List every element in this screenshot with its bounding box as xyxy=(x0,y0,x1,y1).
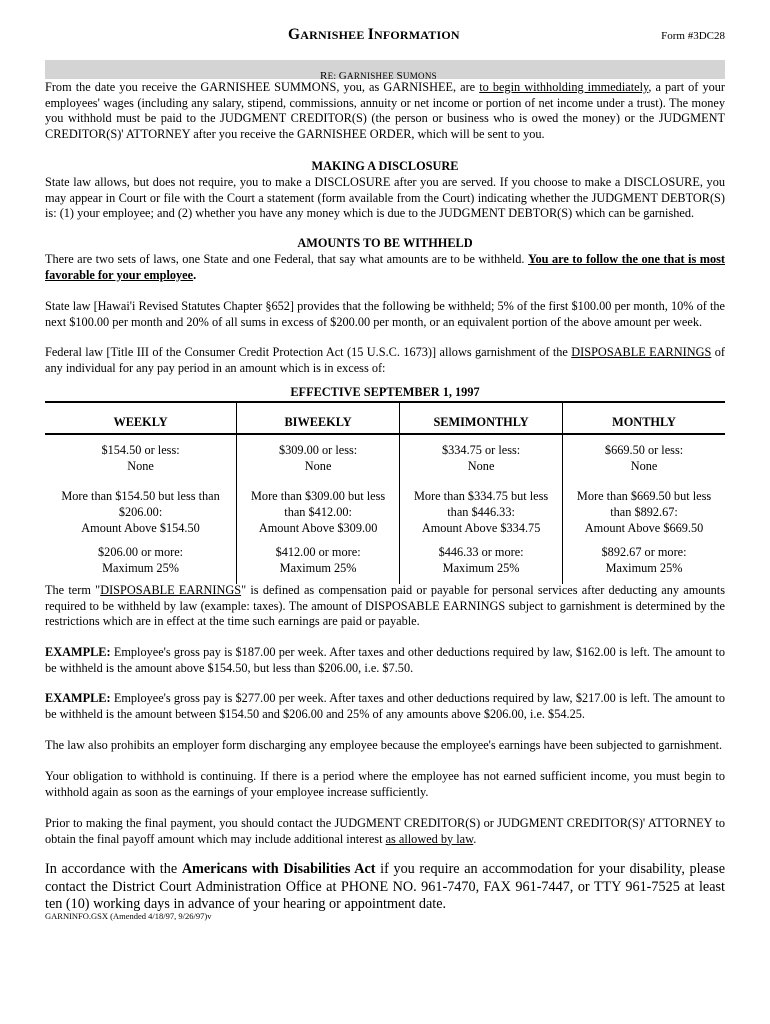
federal-law-paragraph: Federal law [Title III of the Consumer Credit Protection Act (15 U.S.C. 1673)] allows garnishment of the DISPOSABLE EARNINGS of any individual for any pay period in an amount which is in excess of: xyxy=(45,345,725,375)
footer-note: GARNINFO.GSX (Amended 4/18/97, 9/26/97)v xyxy=(45,911,212,921)
table-cell: $154.50 or less: None xyxy=(101,443,180,473)
table-cell: $412.00 or more: Maximum 25% xyxy=(237,538,400,584)
table-cell: $446.33 or more: Maximum 25% xyxy=(400,538,563,584)
form-number: Form #3DC28 xyxy=(661,30,725,42)
page-title: GARNISHEE INFORMATION xyxy=(288,26,460,43)
table-cell: $309.00 or less: None xyxy=(237,434,400,483)
document-header xyxy=(45,0,725,60)
table-cell: $334.75 or less: None xyxy=(400,434,563,483)
re-subject-bar xyxy=(45,60,725,82)
column-header: WEEKLY xyxy=(45,402,237,434)
table-cell: More than $154.50 but less than $206.00: Amount Above $154.50 xyxy=(61,489,220,535)
table-cell: $892.67 or more: Maximum 25% xyxy=(563,538,725,584)
table-caption: EFFECTIVE SEPTEMBER 1, 1997 xyxy=(290,385,480,399)
column-header: BIWEEKLY xyxy=(237,402,400,434)
table-row xyxy=(45,483,725,538)
table-row xyxy=(45,538,725,584)
table-cell: More than $309.00 but less than $412.00: Amount Above $309.00 xyxy=(237,483,400,538)
table-cell: $206.00 or more: Maximum 25% xyxy=(98,545,184,575)
column-header: MONTHLY xyxy=(563,402,725,434)
intro-paragraph: From the date you receive the GARNISHEE SUMMONS, you, as GARNISHEE, are to begin withholding immediately, a part of your employees' wages (including any salary, stipend, commissions, annuity or net income or portion of net income under a trust). The money you withhold must be paid to the JUDGMENT CREDITOR(S) (the person or business who is owed the money) or the JUDGMENT CREDITOR(S)' ATTORNEY after you receive the GARNISHEE ORDER, which will be sent to you. xyxy=(45,80,725,141)
obligation-paragraph: Your obligation to withhold is continuing. If there is a period where the employee has not earned sufficient income, you must begin to withhold again as soon as the earnings of your employee increase sufficiently. xyxy=(45,769,725,799)
definition-paragraph: The term "DISPOSABLE EARNINGS" is defined as compensation paid or payable for personal services after deducting any amounts required to be withheld by law (example: taxes). The amount of DISPOSABLE EARNINGS subject to garnishment is determined by the restrictions which are in effect at the time such earnings are paid or payable. xyxy=(45,583,725,629)
disclosure-paragraph: State law allows, but does not require, you to make a DISCLOSURE after you are served. If you choose to make a DISCLOSURE, you may appear in Court or file with the Court a statement (form available from the Court) indicating whether the JUDGMENT DEBTOR(S) is: (1) your employee; and (2) whether you have any money which is due to the JUDGMENT DEBTOR(S) which can be garnished. xyxy=(45,175,725,221)
table-row xyxy=(45,434,725,483)
withholding-table xyxy=(45,401,725,584)
amounts-paragraph: There are two sets of laws, one State and one Federal, that say what amounts are to be withheld. You are to follow the one that is most favorable for your employee. xyxy=(45,252,725,282)
example-paragraph-2: EXAMPLE: Employee's gross pay is $277.00 per week. After taxes and other deductions required by law, $217.00 is left. The amount to be withheld is the amount between $154.50 and $206.00 and 25% of any amounts above $206.00, i.e. $54.25. xyxy=(45,691,725,721)
prohibition-paragraph: The law also prohibits an employer form discharging any employee because the employee's earnings have been subjected to garnishment. xyxy=(45,738,723,752)
table-cell: More than $669.50 but less than $892.67: Amount Above $669.50 xyxy=(563,483,725,538)
ada-paragraph: In accordance with the Americans with Disabilities Act if you require an accommodation for your disability, please contact the District Court Administration Office at PHONE NO. 961-7470, FAX 961-7447, or TTY 961-7525 at least ten (10) working days in advance of your hearing or appointment date. xyxy=(45,861,725,912)
table-cell: $669.50 or less: None xyxy=(563,434,725,483)
final-payment-paragraph: Prior to making the final payment, you should contact the JUDGMENT CREDITOR(S) or JUDGMENT CREDITOR(S)' ATTORNEY to obtain the final payoff amount which may include additional interest as allowed by law. xyxy=(45,816,725,846)
table-cell: More than $334.75 but less than $446.33: Amount Above $334.75 xyxy=(400,483,563,538)
example-paragraph-1: EXAMPLE: Employee's gross pay is $187.00 per week. After taxes and other deductions required by law, $162.00 is left. The amount to be withheld is the amount above $154.50, but less than $206.00, i.e. $7.50. xyxy=(45,645,725,675)
table-header-row xyxy=(45,402,725,434)
re-subject-line: RE: GARNISHEE SUMONS xyxy=(320,70,437,82)
column-header: SEMIMONTHLY xyxy=(400,402,563,434)
document-page xyxy=(45,0,725,921)
disclosure-heading: MAKING A DISCLOSURE xyxy=(311,159,459,173)
state-law-paragraph: State law [Hawai'i Revised Statutes Chapter §652] provides that the following be withheld; 5% of the first $100.00 per month, 10% of the next $100.00 per month and 20% of all sums in excess of $200.00 per month, or an equivalent portion of the above amount per week. xyxy=(45,299,725,329)
amounts-heading: AMOUNTS TO BE WITHHELD xyxy=(297,236,473,250)
